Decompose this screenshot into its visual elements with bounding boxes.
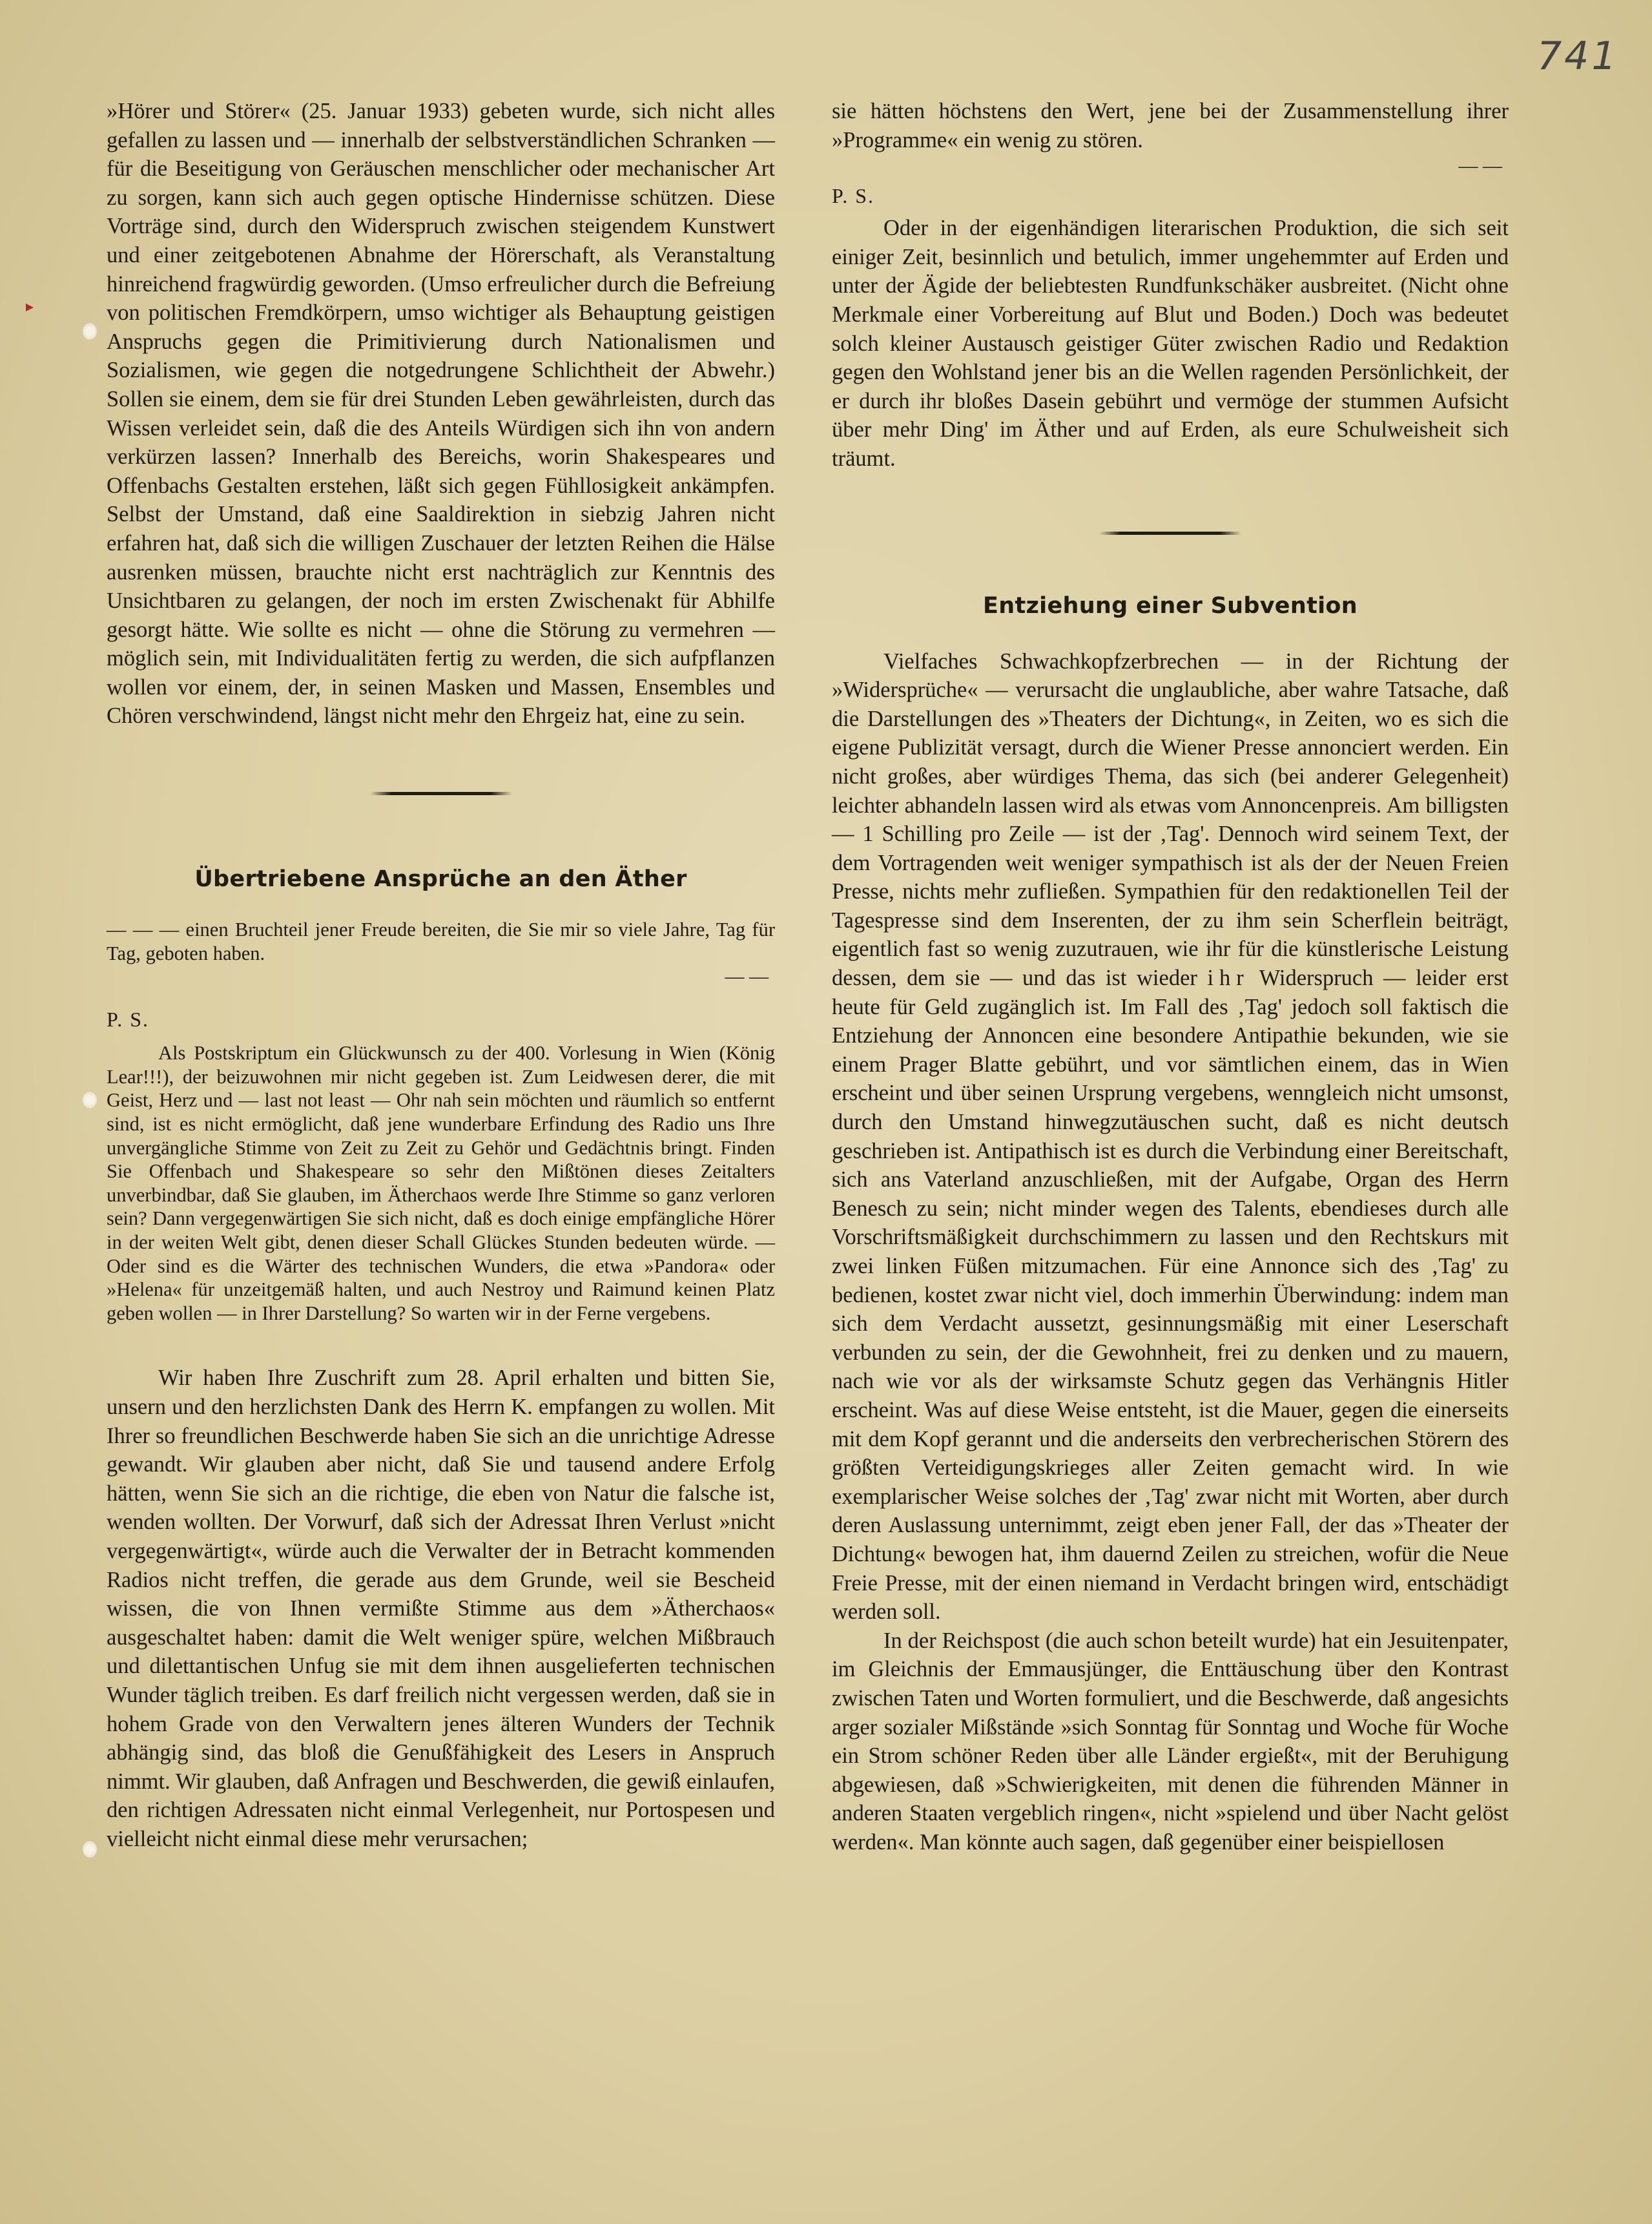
punch-hole-bottom [83, 1841, 97, 1858]
dash-end: — — [1458, 155, 1502, 177]
right-column [832, 97, 1509, 1856]
paragraph-subvention-1-part-a: Vielfaches Schwachkopfzerbrechen — in der Richtung der »Widersprüche« — verursacht die unglaubliche, aber wahre Tatsache, daß die Darstellungen des »Theaters der Dichtung«, in Zeiten, wo es sich die eigene Publizität versagt, durch die Wiener Presse annonciert werden. Ein nicht großes, aber würdiges Thema, das sich (bei anderer Gelegenheit) leichter abhandeln lassen wird als etwas vom Annoncenpreis. Am billigsten — 1 Schilling pro Zeile — ist der ‚Tag'. Dennoch wird seinem Text, der dem Vortragenden weit weniger sympathisch ist als der der Neuen Freien Presse, nichts mehr zufließen. Sympathien für den redaktionellen Teil der Tagespresse sind dem Inserenten, der zu ihm sein Scherflein beiträgt, eigentlich fast so wenig zuzutrauen, wie ihr für die künstlerische Leistung dessen, dem sie — und das ist wieder [832, 649, 1509, 991]
heading-subvention: Entziehung einer Subvention [983, 592, 1358, 619]
punch-hole-top [83, 323, 97, 340]
emphasis-ihr: ihr [1207, 966, 1250, 991]
ps-text: Als Postskriptum ein Glückwunsch zu der 400. Vorlesung in Wien (König Lear!!!), der beizuwohnen mir nicht gegeben ist. Zum Leidwesen derer, die mit Geist, Herz und — last not least — Ohr nah sein möchten und räumlich so entfernt sind, ist es nicht ermöglicht, daß jene wunderbare Erfindung des Radio uns Ihre unvergängliche Stimme von Zeit zu Zeit zu Gehör und Gedächtnis bringt. Finden Sie Offenbach und Shakespeare so sehr den Mißtönen dieses Zeitalters unverbindbar, daß Sie glauben, im Ätherchaos werde Ihre Stimme so ganz verloren sein? Dann vergegenwärtigen Sie sich nicht, daß es doch einige empfängliche Hörer in der weiten Welt gibt, denen dieser Schall Glückes Stunden bedeuten würde. — Oder sind es die Wärter des technischen Wunders, die etwa »Pandora« oder »Helena« für unzeitgemäß halten, und auch Nestroy und Raimund keinen Platz geben wollen — in Ihrer Darstellung? So warten wir in der Ferne vergebens. [107, 1042, 775, 1324]
ps-text: Oder in der eigenhändigen literarischen Produktion, die sich seit einiger Zeit, besinnlich und betulich, immer ungehemmter auf Erden und unter der Ägide der beliebtesten Rundfunkschäker ausbreitet. (Nicht ohne Merkmale einer Vorbereitung auf Blut und Boden.) Doch was bedeutet solch kleiner Austausch geistiger Güter zwischen Radio und Redaktion gegen den Wohlstand jener bis an die Wellen ragenden Persönlichkeit, der er durch ihr bloßes Dasein gebührt und vermöge der stummen Aufsicht über mehr Ding' im Äther und auf Erden, als eure Schulweisheit sich träumt. [832, 216, 1509, 471]
paragraph-subvention-1 [832, 647, 1509, 1626]
ps-label: P. S. [832, 184, 875, 208]
punch-hole-middle [83, 1092, 97, 1108]
dash-end: — — [725, 966, 769, 988]
paragraph-reply: Wir haben Ihre Zuschrift zum 28. April erhalten und bitten Sie, unsern und den herzlichsten Dank des Herrn K. empfangen zu wollen. Mit Ihrer so freundlichen Beschwerde haben Sie sich an die unrichtige Adresse gewandt. Wir glauben aber nicht, daß Sie und tausend andere Erfolg hätten, wenn Sie sich an die richtige, die eben von Natur die falsche ist, wenden wollten. Der Vorwurf, daß sich der Adressat Ihren Verlust »nicht vergegenwärtigt«, würde auch die Verwalter der in Betracht kommenden Radios nicht treffen, die gerade aus dem Grunde, weil sie Bescheid wissen, die von Ihnen vermißte Stimme aus dem »Ätherchaos« ausgeschaltet haben: damit die Welt weniger spüre, welchen Mißbrauch und dilettantischen Unfug sie mit dem ihnen ausgelieferten technischen Wunder täglich treiben. Es darf freilich nicht vergessen werden, daß sie in hohem Grade von den Verwaltern jenes älteren Wunders der Technik abhängig sind, das bloß die Genußfähigkeit des Lesers in Anspruch nimmt. Wir glauben, daß Anfragen und Beschwerden, die gewiß einlaufen, den richtigen Adressaten nicht einmal Verlegenheit, nur Portospesen und vielleicht nicht einmal diese mehr verursachen; [107, 1366, 775, 1851]
page-number: 741 [1537, 34, 1619, 79]
paragraph-continuation: sie hätten höchstens den Wert, jene bei der Zusammenstellung ihrer »Programme« ein wenig zu stören. [832, 99, 1509, 152]
red-margin-mark [26, 304, 34, 311]
paragraph-subvention-2: In der Reichspost (die auch schon beteilt wurde) hat ein Jesuitenpater, im Gleichnis der Emmausjünger, die Enttäuschung über den Kontrast zwischen Taten und Worten formuliert, und die Beschwerde, daß angesichts arger sozialer Mißstände »sich Sonntag für Sonntag und Woche für Woche ein Strom schöner Reden über alle Länder ergießt«, mit der Beruhigung abgewiesen, daß »Schwierigkeiten, mit denen die führenden Männer in anderen Staaten vergeblich ringen«, nicht »spielend und über Nacht gelöst werden«. Man könnte auch sagen, daß gegenüber einer beispiellosen [832, 1628, 1509, 1855]
quote-aether: — — — einen Bruchteil jener Freude bereiten, die Sie mir so viele Jahre, Tag für Tag, geboten haben. [107, 919, 775, 964]
heading-aether: Übertriebene Ansprüche an den Äther [194, 866, 687, 893]
paragraph-intro: »Hörer und Störer« (25. Januar 1933) gebeten wurde, sich nicht alles gefallen zu lassen und — innerhalb der selbstverständlichen Schranken — für die Beseitigung von Geräuschen menschlicher oder mechanischer Art zu sorgen, kann sich auch gegen optische Hindernisse schützen. Diese Vorträge sind, durch den Widerspruch zwischen steigendem Kunstwert und einer zeitgebotenen Abnahme der Hörerschaft, als Veranstaltung hinreichend fragwürdig geworden. (Umso erfreulicher durch die Befreiung von politischen Fremdkörpern, umso wichtiger als Behauptung geistigen Anspruchs gegen die Primitivierung durch Nationalismen und Sozialismen, wie gegen die notgedrungene Schlichtheit der Abwehr.) Sollen sie einem, dem sie für drei Stunden Leben gewährleisten, durch das Wissen verleidet sein, daß die des Anteils Würdigen sich ihn von andern verkürzen lassen? Innerhalb des Bereichs, worin Shakespeares und Offenbachs Gestalten erstehen, läßt sich gegen Fühllosigkeit ankämpfen. Selbst der Umstand, daß eine Saaldirektion in siebzig Jahren nicht erfahren hat, daß sich die willigen Zuschauer der letzten Reihen die Hälse ausrenken müssen, brauchte nicht erst nachträglich zur Kenntnis des Unsichtbaren zu gelangen, der noch im ersten Zwischenakt für Abhilfe gesorgt hätte. Wie sollte es nicht — ohne die Störung zu vermehren — möglich sein, mit Individualitäten fertig zu werden, die sich aufpflanzen wollen vor einem, der, in seinen Masken und Massen, Ensembles und Chören verschwindend, längst nicht mehr den Ehrgeiz hat, eine zu sein. [107, 99, 775, 729]
ps-label: P. S. [107, 1008, 150, 1032]
left-column [107, 97, 775, 1853]
paragraph-subvention-1-part-b: Widerspruch — leider erst heute für Geld zugänglich ist. Im Fall des ‚Tag' jedoch soll faktisch die Entziehung der Annoncen eine besondere Antipathie bekunden, wie sie einem Prager Blatte gebührt, und vor sämtlichen einem, das in Wien erscheint und über seinen Ursprung vergebens, wenngleich nicht umsonst, durch den Umstand hinwegzutäuschen sucht, daß es nicht deutsch geschrieben ist. Antipathisch ist es durch die Verbindung einer Bereitschaft, sich ans Vaterland anzuschließen, mit der Aufgabe, Organ des Herrn Benesch zu sein; nicht minder wegen des Talents, ebendieses durch alle Vorschriftsmäßigkeit durchschimmern zu lassen und den Rechtskurs mit zwei linken Füßen mitzumachen. Für eine Annonce sich des ‚Tag' zu bedienen, kostet zwar nicht viel, doch immerhin Überwindung: indem man sich dem Verdacht aussetzt, gesinnungsmäßig mit einer Leserschaft verbunden zu sein, der die Gewohnheit, frei zu denken und zu mauern, nach wie vor als der wirksamste Schutz gegen das Verhängnis Hitler erscheint. Was auf diese Weise entsteht, ist die Mauer, gegen die einerseits mit dem Kopf gerannt und die anderseits den verbrecherischen Störern des größten Verteidigungskrieges aller Zeiten gemacht wird. In wie exemplarischer Weise solches der ‚Tag' zwar nicht mit Worten, aber durch deren Auslassung unternimmt, zeigt eben jener Fall, der das »Theater der Dichtung« bewogen hat, ihm dauernd Zeilen zu streichen, wofür die Neue Freie Presse, mit der einen niemand in Verdacht bringen wird, entschädigt werden soll. [832, 966, 1509, 1625]
